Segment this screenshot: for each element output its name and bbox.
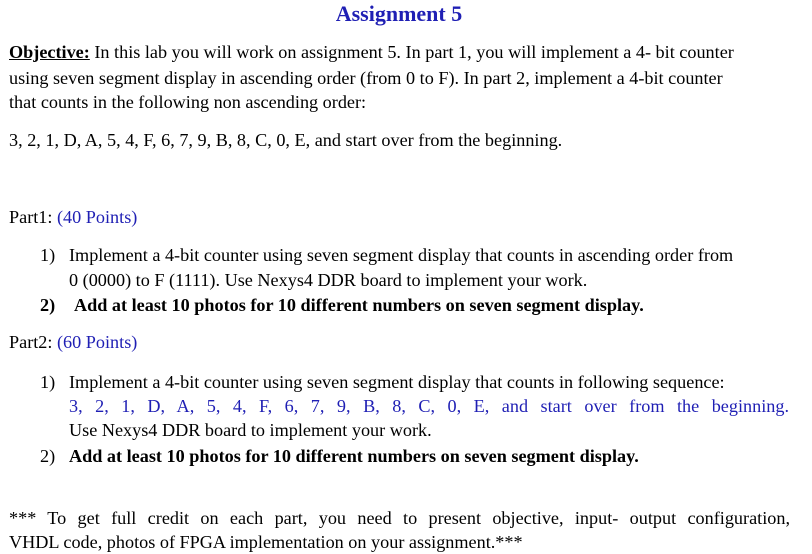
objective-text-1: In this lab you will work on assignment 5. In part 1, you will implement a 4- bit counter bbox=[89, 42, 734, 62]
part1-label: Part1: bbox=[9, 207, 57, 227]
objective-line-1 bbox=[9, 40, 734, 64]
objective-label: Objective: bbox=[9, 42, 90, 62]
part1-item-1-line-2: 0 (0000) to F (1111). Use Nexys4 DDR board to implement your work. bbox=[69, 270, 588, 290]
part2-points: (60 Points) bbox=[57, 332, 138, 352]
part2-item-1-line-1: Implement a 4-bit counter using seven segment display that counts in following sequence: bbox=[69, 372, 725, 392]
part2-heading bbox=[9, 330, 137, 354]
part1-item-1-line-1: Implement a 4-bit counter using seven segment display that counts in ascending order from bbox=[69, 245, 734, 265]
part1-item-1-number: 1) bbox=[40, 245, 56, 265]
part2-item-2-line-1: Add at least 10 photos for 10 different numbers on seven segment display. bbox=[69, 446, 639, 466]
part2-label: Part2: bbox=[9, 332, 57, 352]
part1-item-2-line-1: Add at least 10 photos for 10 different numbers on seven segment display. bbox=[74, 295, 644, 315]
part2-item-1-line-2: 3, 2, 1, D, A, 5, 4, F, 6, 7, 9, B, 8, C, 0, E, and start over from the beginning. bbox=[69, 396, 789, 416]
part2-item-1-number: 1) bbox=[40, 372, 56, 392]
part1-points: (40 Points) bbox=[57, 207, 138, 227]
objective-line-2: using seven segment display in ascending order (from 0 to F). In part 2, implement a 4-bit counter bbox=[9, 68, 723, 88]
part1-heading bbox=[9, 205, 137, 229]
sequence-line: 3, 2, 1, D, A, 5, 4, F, 6, 7, 9, B, 8, C, 0, E, and start over from the beginning. bbox=[9, 130, 563, 150]
part2-item-2-number: 2) bbox=[40, 446, 56, 466]
page-title: Assignment 5 bbox=[335, 1, 463, 26]
footer-line-2: VHDL code, photos of FPGA implementation on your assignment.*** bbox=[9, 532, 523, 552]
objective-line-3: that counts in the following non ascending order: bbox=[9, 92, 367, 112]
part2-item-1-line-3: Use Nexys4 DDR board to implement your work. bbox=[69, 420, 432, 440]
footer-line-1: *** To get full credit on each part, you need to present objective, input- output configuration, bbox=[9, 508, 790, 528]
part1-item-2-number: 2) bbox=[40, 295, 56, 315]
